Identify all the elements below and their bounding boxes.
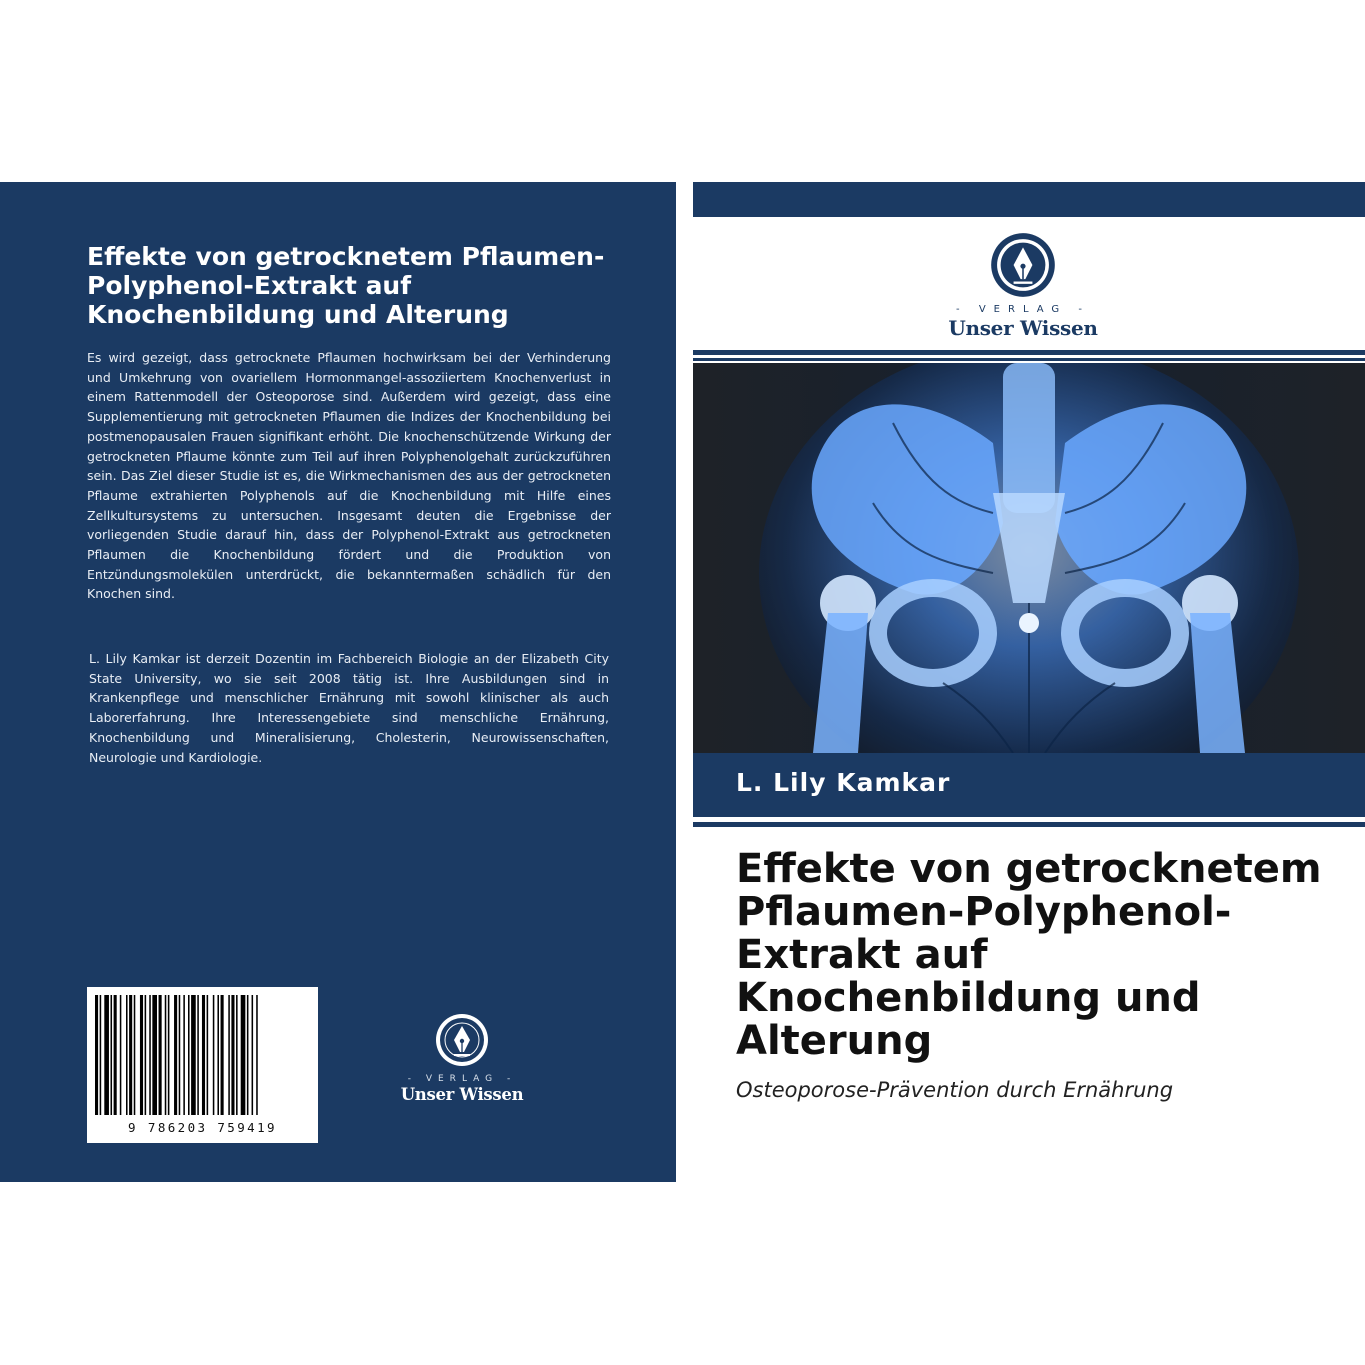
divider-rule	[693, 350, 1365, 355]
isbn-barcode	[87, 987, 318, 1143]
book-subtitle: Osteoporose-Prävention durch Ernährung	[736, 1078, 1174, 1102]
front-publisher-logo	[939, 232, 1107, 340]
back-cover-title: Effekte von getrocknetem Pflaumen-Polyphenol-Extrakt auf Knochenbildung und Alterung	[87, 242, 605, 329]
isbn-number: 9 786203 759419	[128, 1120, 277, 1135]
logo-brand-text: Unser Wissen	[948, 316, 1098, 340]
logo-brand-text: Unser Wissen	[400, 1085, 524, 1104]
pen-nib-icon	[990, 232, 1056, 298]
front-cover	[693, 182, 1365, 1182]
divider-rule	[693, 822, 1365, 827]
back-cover	[0, 182, 676, 1182]
logo-verlag-text: - VERLAG -	[956, 304, 1090, 315]
barcode-bars	[93, 995, 312, 1123]
back-publisher-logo	[400, 1012, 524, 1104]
top-band	[693, 182, 1365, 217]
divider-rule	[693, 358, 1365, 361]
author-bio-text: L. Lily Kamkar ist derzeit Dozentin im Fachbereich Biologie an der Elizabeth City State University, wo sie seit 2008 tätig ist. Ihre Ausbildungen sind in Krankenpflege und menschlicher Ernährung mit sowohl klinischer als auch Laborerfahrung. Ihre Interessengebiete sind menschliche Ernährung, Knochenbildung und Mineralisierung, Cholesterin, Neurowissenschaften, Neurologie und Kardiologie.	[89, 651, 609, 765]
spine	[676, 182, 693, 1182]
author-name: L. Lily Kamkar	[736, 768, 951, 797]
logo-verlag-text: - VERLAG -	[407, 1074, 517, 1084]
summary-text: Es wird gezeigt, dass getrocknete Pflaumen hochwirksam bei der Verhinderung und Umkehrung von ovariellem Hormonmangel-assoziiertem Knochenverlust in einem Rattenmodell der Osteoporose sind. Außerdem wird gezeigt, dass eine Supplementierung mit getrockneten Pflaumen die Indizes der Knochenbildung bei postmenopausalen Frauen signifikant erhöht. Die knochenschützende Wirkung der getrockneten Pflaume könnte zum Teil auf ihren Polyphenolgehalt zurückzuführen sein. Das Ziel dieser Studie ist es, die Wirkmechanismen des aus der getrockneten Pflaume extrahierten Polyphenols auf die Knochenbildung mit Hilfe eines Zellkultursystems zu untersuchen. Insgesamt deuten die Ergebnisse der vorliegenden Studie darauf hin, dass der Polyphenol-Extrakt aus getrockneten Pflaumen die Knochenbildung fördert und die Produktion von Entzündungsmolekülen unterdrückt, die bekanntermaßen schädlich für den Knochen sind.	[87, 350, 611, 602]
cover-image-pelvis-xray	[693, 363, 1365, 753]
pen-nib-icon	[434, 1012, 490, 1068]
author-band	[693, 753, 1365, 817]
book-title: Effekte von getrocknetem Pflaumen-Polyphenol-Extrakt auf Knochenbildung und Alterung	[736, 846, 1322, 1064]
